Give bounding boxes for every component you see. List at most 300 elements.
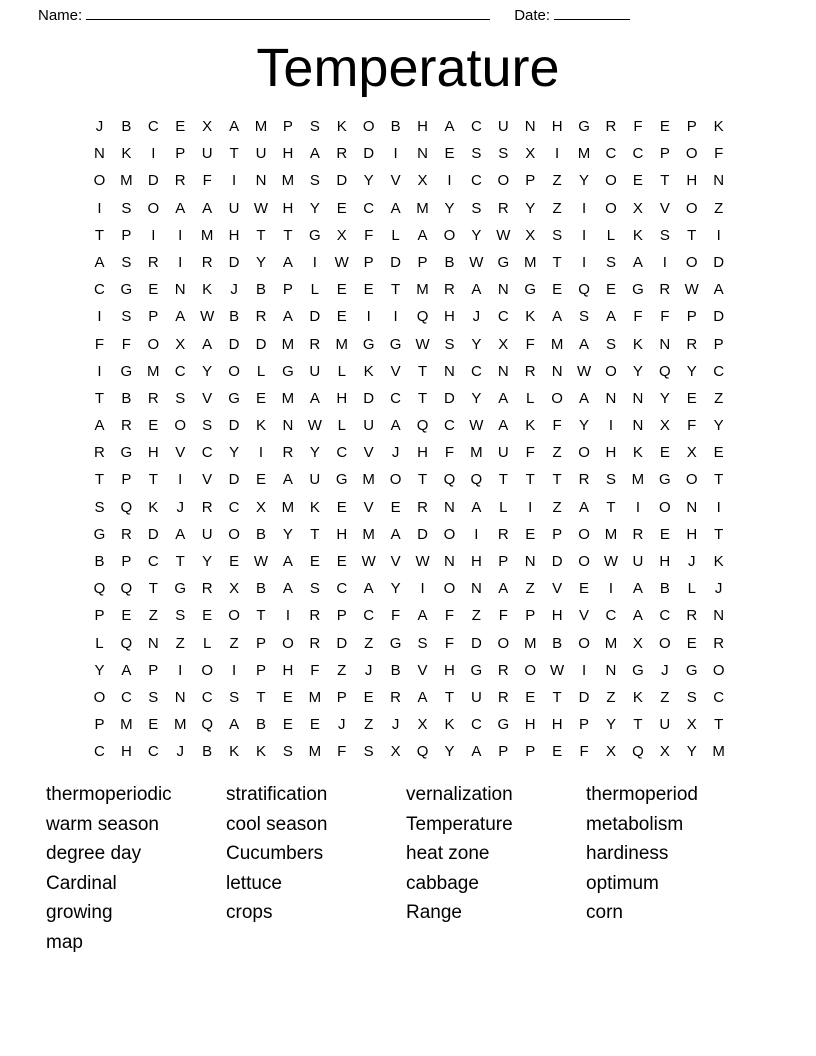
grid-cell[interactable]: D [336, 172, 348, 190]
grid-cell[interactable]: C [390, 389, 402, 407]
grid-cell[interactable]: O [147, 199, 160, 217]
grid-cell[interactable]: E [336, 199, 347, 217]
grid-cell[interactable]: V [390, 362, 401, 380]
grid-cell[interactable]: W [415, 553, 430, 570]
grid-cell[interactable]: I [366, 308, 371, 326]
grid-cell[interactable]: A [632, 580, 643, 598]
grid-cell[interactable]: O [685, 471, 698, 489]
word-list-item[interactable]: map [46, 931, 83, 953]
grid-cell[interactable]: G [120, 281, 133, 299]
grid-cell[interactable]: O [551, 389, 563, 407]
grid-cell[interactable]: E [282, 716, 293, 734]
grid-cell[interactable]: T [714, 525, 724, 543]
grid-cell[interactable]: N [444, 362, 455, 380]
grid-cell[interactable]: N [605, 661, 617, 679]
grid-cell[interactable]: T [606, 498, 616, 516]
grid-cell[interactable]: R [120, 525, 132, 543]
grid-cell[interactable]: E [336, 281, 347, 299]
grid-cell[interactable]: I [581, 226, 587, 244]
word-list-item[interactable]: Range [406, 902, 462, 924]
grid-cell[interactable]: X [632, 634, 643, 652]
grid-cell[interactable]: Y [229, 444, 240, 462]
grid-cell[interactable]: C [605, 145, 617, 163]
grid-cell[interactable]: Z [660, 688, 670, 706]
grid-cell[interactable]: A [309, 145, 320, 163]
grid-cell[interactable]: Q [416, 743, 429, 761]
grid-cell[interactable]: H [444, 661, 455, 679]
grid-cell[interactable]: Q [658, 362, 671, 380]
grid-cell[interactable]: S [471, 145, 482, 163]
grid-cell[interactable]: E [309, 553, 320, 570]
grid-cell[interactable]: W [253, 553, 269, 570]
grid-cell[interactable]: T [391, 281, 401, 299]
grid-cell[interactable]: A [282, 553, 293, 570]
grid-cell[interactable]: B [255, 281, 266, 299]
grid-cell[interactable]: N [497, 281, 509, 299]
grid-cell[interactable]: M [362, 525, 375, 543]
grid-cell[interactable]: R [417, 498, 428, 516]
grid-cell[interactable]: G [497, 253, 510, 271]
grid-cell[interactable]: T [552, 688, 562, 706]
grid-cell[interactable]: R [390, 688, 402, 706]
grid-cell[interactable]: D [470, 634, 482, 652]
grid-cell[interactable]: J [391, 716, 400, 734]
grid-cell[interactable]: W [200, 308, 215, 326]
grid-cell[interactable]: M [604, 525, 618, 543]
grid-cell[interactable]: B [444, 253, 455, 271]
grid-cell[interactable]: H [551, 607, 563, 625]
grid-cell[interactable]: W [684, 281, 699, 299]
grid-cell[interactable]: M [416, 199, 429, 217]
grid-cell[interactable]: T [310, 525, 320, 543]
word-list-item[interactable]: cabbage [406, 872, 479, 894]
grid-cell[interactable]: Q [120, 634, 133, 652]
grid-cell[interactable]: D [228, 471, 240, 489]
grid-cell[interactable]: C [659, 607, 671, 625]
grid-cell[interactable]: S [363, 743, 374, 761]
grid-cell[interactable]: G [282, 362, 294, 380]
word-list-item[interactable]: stratification [226, 784, 328, 805]
grid-cell[interactable]: S [659, 226, 670, 244]
grid-cell[interactable]: F [552, 417, 562, 435]
grid-cell[interactable]: P [121, 226, 132, 244]
grid-cell[interactable]: C [147, 118, 159, 135]
grid-cell[interactable]: O [228, 607, 240, 625]
grid-cell[interactable]: A [363, 580, 374, 598]
grid-cell[interactable]: Y [713, 417, 724, 435]
grid-cell[interactable]: T [148, 580, 158, 598]
grid-cell[interactable]: G [120, 362, 133, 380]
grid-cell[interactable]: G [685, 661, 698, 679]
grid-cell[interactable]: E [229, 553, 240, 570]
grid-cell[interactable]: V [363, 444, 374, 462]
grid-cell[interactable]: H [686, 172, 698, 190]
grid-cell[interactable]: R [713, 634, 725, 652]
grid-cell[interactable]: F [633, 308, 643, 326]
grid-cell[interactable]: F [525, 335, 535, 353]
grid-cell[interactable]: F [444, 607, 455, 625]
grid-cell[interactable]: F [391, 607, 401, 625]
grid-cell[interactable]: A [121, 661, 132, 679]
grid-cell[interactable]: G [632, 281, 644, 299]
grid-cell[interactable]: M [335, 335, 348, 353]
grid-cell[interactable]: I [393, 145, 398, 163]
grid-cell[interactable]: B [229, 308, 240, 326]
grid-cell[interactable]: P [175, 145, 186, 163]
grid-cell[interactable]: D [255, 335, 267, 353]
grid-cell[interactable]: H [417, 444, 428, 462]
grid-cell[interactable]: P [121, 471, 132, 489]
grid-cell[interactable]: W [361, 553, 376, 570]
grid-cell[interactable]: N [632, 417, 644, 435]
grid-cell[interactable]: I [608, 580, 614, 598]
grid-cell[interactable]: F [714, 145, 724, 163]
grid-cell[interactable]: I [178, 471, 183, 489]
grid-cell[interactable]: P [148, 308, 159, 326]
grid-cell[interactable]: T [94, 226, 105, 244]
grid-cell[interactable]: I [312, 253, 317, 271]
grid-cell[interactable]: K [525, 417, 536, 435]
grid-cell[interactable]: H [686, 525, 698, 543]
grid-cell[interactable]: H [336, 525, 348, 543]
grid-cell[interactable]: F [525, 444, 535, 462]
grid-cell[interactable]: A [282, 253, 293, 271]
grid-cell[interactable]: F [687, 417, 697, 435]
grid-cell[interactable]: A [498, 580, 509, 598]
grid-cell[interactable]: K [229, 743, 240, 761]
grid-cell[interactable]: M [173, 716, 187, 734]
grid-cell[interactable]: O [524, 661, 537, 679]
grid-cell[interactable]: Z [229, 634, 239, 652]
grid-cell[interactable]: F [498, 607, 508, 625]
grid-cell[interactable]: E [686, 389, 697, 407]
grid-cell[interactable]: U [497, 444, 509, 462]
grid-cell[interactable]: R [201, 580, 213, 598]
grid-cell[interactable]: B [121, 118, 132, 135]
grid-cell[interactable]: G [658, 471, 671, 489]
grid-cell[interactable]: T [148, 471, 158, 489]
grid-cell[interactable]: X [498, 335, 509, 353]
grid-cell[interactable]: U [363, 417, 375, 435]
grid-cell[interactable]: Z [552, 498, 562, 516]
grid-cell[interactable]: I [420, 580, 425, 598]
grid-cell[interactable]: X [605, 743, 616, 761]
grid-cell[interactable]: B [202, 743, 213, 761]
grid-cell[interactable]: G [93, 525, 106, 543]
grid-cell[interactable]: Y [686, 743, 697, 761]
grid-cell[interactable]: Z [552, 172, 562, 190]
grid-cell[interactable]: M [254, 118, 268, 135]
grid-cell[interactable]: O [712, 661, 725, 679]
grid-cell[interactable]: A [579, 389, 590, 407]
grid-cell[interactable]: G [335, 471, 348, 489]
grid-cell[interactable]: Y [309, 199, 320, 217]
grid-cell[interactable]: I [178, 253, 183, 271]
grid-cell[interactable]: Z [175, 634, 185, 652]
grid-cell[interactable]: H [551, 118, 563, 135]
grid-cell[interactable]: K [632, 226, 643, 244]
grid-cell[interactable]: O [685, 199, 698, 217]
grid-cell[interactable]: R [686, 335, 698, 353]
grid-cell[interactable]: Z [471, 607, 481, 625]
grid-cell[interactable]: G [524, 281, 537, 299]
grid-cell[interactable]: E [444, 145, 455, 163]
grid-cell[interactable]: X [202, 118, 213, 135]
grid-cell[interactable]: J [338, 716, 346, 734]
grid-cell[interactable]: D [417, 525, 428, 543]
grid-cell[interactable]: E [336, 498, 347, 516]
grid-cell[interactable]: R [282, 444, 294, 462]
grid-cell[interactable]: Y [363, 172, 374, 190]
grid-cell[interactable]: T [94, 471, 105, 489]
grid-cell[interactable]: D [228, 417, 240, 435]
grid-cell[interactable]: K [713, 553, 724, 570]
grid-cell[interactable]: O [658, 498, 671, 516]
grid-cell[interactable]: W [550, 661, 565, 679]
grid-cell[interactable]: X [229, 580, 240, 598]
grid-cell[interactable]: R [686, 607, 698, 625]
grid-cell[interactable]: N [524, 553, 536, 570]
grid-cell[interactable]: A [552, 308, 563, 326]
grid-cell[interactable]: H [282, 661, 294, 679]
grid-cell[interactable]: K [121, 145, 132, 163]
grid-cell[interactable]: T [283, 226, 293, 244]
grid-cell[interactable]: O [443, 525, 456, 543]
grid-cell[interactable]: I [555, 145, 560, 163]
grid-cell[interactable]: F [444, 444, 455, 462]
grid-cell[interactable]: D [363, 145, 375, 163]
grid-cell[interactable]: S [552, 226, 563, 244]
grid-cell[interactable]: V [202, 389, 213, 407]
grid-cell[interactable]: H [417, 118, 428, 135]
grid-cell[interactable]: O [201, 661, 213, 679]
grid-cell[interactable]: O [362, 118, 375, 135]
grid-cell[interactable]: S [175, 607, 186, 625]
grid-cell[interactable]: W [334, 253, 349, 271]
grid-cell[interactable]: S [579, 308, 590, 326]
grid-cell[interactable]: I [581, 253, 587, 271]
grid-cell[interactable]: R [497, 661, 509, 679]
grid-cell[interactable]: S [309, 118, 320, 135]
grid-cell[interactable]: H [228, 226, 240, 244]
grid-cell[interactable]: Z [552, 444, 562, 462]
grid-cell[interactable]: N [551, 362, 563, 380]
grid-cell[interactable]: K [632, 444, 643, 462]
grid-cell[interactable]: C [147, 553, 159, 570]
grid-cell[interactable]: N [713, 172, 725, 190]
grid-cell[interactable]: A [175, 525, 186, 543]
grid-cell[interactable]: S [605, 335, 616, 353]
grid-cell[interactable]: P [336, 688, 347, 706]
grid-cell[interactable]: J [472, 308, 481, 326]
grid-cell[interactable]: M [120, 172, 133, 190]
grid-cell[interactable]: K [309, 498, 320, 516]
word-list-item[interactable]: corn [586, 902, 623, 924]
grid-cell[interactable]: O [578, 553, 590, 570]
grid-cell[interactable]: P [579, 716, 590, 734]
grid-cell[interactable]: A [229, 716, 240, 734]
grid-cell[interactable]: C [94, 743, 105, 761]
grid-cell[interactable]: D [228, 335, 240, 353]
grid-cell[interactable]: P [525, 743, 536, 761]
grid-cell[interactable]: B [255, 525, 266, 543]
grid-cell[interactable]: R [444, 281, 455, 299]
grid-cell[interactable]: C [713, 362, 725, 380]
grid-cell[interactable]: I [635, 498, 640, 516]
grid-cell[interactable]: A [471, 498, 482, 516]
grid-cell[interactable]: E [255, 471, 266, 489]
grid-cell[interactable]: Q [93, 580, 106, 598]
grid-cell[interactable]: A [632, 253, 643, 271]
grid-cell[interactable]: Q [443, 471, 456, 489]
grid-cell[interactable]: X [417, 172, 428, 190]
grid-cell[interactable]: U [632, 553, 644, 570]
grid-cell[interactable]: E [148, 281, 159, 299]
grid-cell[interactable]: I [716, 498, 721, 516]
grid-cell[interactable]: O [578, 444, 590, 462]
grid-cell[interactable]: M [523, 634, 537, 652]
grid-cell[interactable]: N [417, 145, 428, 163]
grid-cell[interactable]: V [363, 498, 374, 516]
grid-cell[interactable]: M [281, 389, 295, 407]
grid-cell[interactable]: G [174, 580, 187, 598]
grid-cell[interactable]: R [94, 444, 105, 462]
grid-cell[interactable]: M [147, 362, 160, 380]
grid-cell[interactable]: R [497, 525, 509, 543]
grid-cell[interactable]: Y [471, 389, 482, 407]
grid-cell[interactable]: Z [714, 199, 724, 217]
grid-cell[interactable]: R [659, 281, 671, 299]
grid-cell[interactable]: W [576, 362, 592, 380]
grid-cell[interactable]: H [605, 444, 617, 462]
grid-cell[interactable]: H [147, 444, 159, 462]
grid-cell[interactable]: R [255, 308, 267, 326]
grid-cell[interactable]: X [417, 716, 428, 734]
grid-cell[interactable]: C [147, 743, 159, 761]
grid-cell[interactable]: X [336, 226, 347, 244]
grid-cell[interactable]: P [498, 553, 509, 570]
grid-cell[interactable]: X [686, 444, 697, 462]
grid-cell[interactable]: O [93, 688, 106, 706]
grid-cell[interactable]: L [499, 498, 508, 516]
grid-cell[interactable]: A [417, 688, 428, 706]
grid-cell[interactable]: H [659, 553, 671, 570]
grid-cell[interactable]: W [496, 226, 511, 244]
grid-cell[interactable]: T [714, 716, 724, 734]
grid-cell[interactable]: T [256, 688, 266, 706]
grid-cell[interactable]: A [309, 389, 320, 407]
grid-cell[interactable]: O [578, 634, 590, 652]
grid-cell[interactable]: D [444, 389, 455, 407]
grid-cell[interactable]: T [229, 145, 239, 163]
grid-cell[interactable]: W [307, 417, 322, 435]
grid-cell[interactable]: N [444, 498, 455, 516]
grid-cell[interactable]: E [148, 417, 159, 435]
grid-cell[interactable]: T [417, 471, 428, 489]
grid-cell[interactable]: R [336, 145, 348, 163]
word-list-item[interactable]: metabolism [586, 813, 684, 835]
grid-cell[interactable]: P [417, 253, 428, 271]
grid-cell[interactable]: L [337, 417, 346, 435]
grid-cell[interactable]: O [605, 172, 617, 190]
grid-cell[interactable]: Q [120, 498, 133, 516]
grid-cell[interactable]: I [258, 444, 264, 462]
grid-cell[interactable]: W [469, 253, 484, 271]
grid-cell[interactable]: S [94, 498, 105, 516]
grid-cell[interactable]: G [389, 634, 402, 652]
grid-cell[interactable]: R [497, 199, 509, 217]
grid-cell[interactable]: M [712, 743, 725, 761]
grid-cell[interactable]: G [497, 716, 510, 734]
grid-cell[interactable]: I [716, 226, 721, 244]
grid-cell[interactable]: G [632, 661, 644, 679]
grid-cell[interactable]: L [95, 634, 104, 652]
grid-cell[interactable]: A [390, 199, 401, 217]
grid-cell[interactable]: M [120, 716, 133, 734]
grid-cell[interactable]: K [632, 335, 643, 353]
grid-cell[interactable]: L [202, 634, 212, 652]
grid-cell[interactable]: F [337, 743, 347, 761]
grid-cell[interactable]: J [230, 281, 238, 299]
grid-cell[interactable]: A [417, 226, 428, 244]
grid-cell[interactable]: S [309, 580, 320, 598]
grid-cell[interactable]: I [528, 498, 533, 516]
grid-cell[interactable]: V [552, 580, 563, 598]
grid-cell[interactable]: O [443, 580, 456, 598]
word-list-item[interactable]: cool season [226, 813, 328, 835]
word-list-item[interactable]: thermoperiodic [46, 784, 172, 805]
grid-cell[interactable]: B [552, 634, 563, 652]
grid-cell[interactable]: J [95, 118, 104, 135]
word-list-item[interactable]: optimum [586, 872, 659, 894]
grid-cell[interactable]: E [552, 281, 563, 299]
grid-cell[interactable]: G [362, 335, 375, 353]
grid-cell[interactable]: X [390, 743, 401, 761]
grid-cell[interactable]: M [308, 743, 322, 761]
grid-cell[interactable]: H [470, 553, 482, 570]
grid-cell[interactable]: Q [632, 743, 644, 761]
grid-cell[interactable]: D [578, 688, 590, 706]
grid-cell[interactable]: N [686, 498, 698, 516]
grid-cell[interactable]: J [714, 580, 723, 598]
grid-cell[interactable]: S [417, 634, 428, 652]
word-list-item[interactable]: heat zone [406, 843, 490, 865]
grid-cell[interactable]: C [363, 199, 375, 217]
grid-cell[interactable]: N [282, 417, 294, 435]
grid-cell[interactable]: T [552, 253, 562, 271]
grid-cell[interactable]: G [120, 444, 133, 462]
grid-cell[interactable]: E [309, 716, 320, 734]
word-list-item[interactable]: vernalization [406, 784, 513, 805]
grid-cell[interactable]: Q [578, 281, 590, 299]
grid-cell[interactable]: K [336, 118, 347, 135]
grid-cell[interactable]: M [470, 444, 483, 462]
grid-cell[interactable]: N [174, 688, 186, 706]
grid-cell[interactable]: E [525, 688, 536, 706]
grid-cell[interactable]: O [93, 172, 106, 190]
grid-cell[interactable]: X [175, 335, 186, 353]
grid-cell[interactable]: N [444, 553, 455, 570]
grid-cell[interactable]: P [363, 253, 374, 271]
grid-cell[interactable]: X [525, 145, 536, 163]
grid-cell[interactable]: A [94, 417, 105, 435]
grid-cell[interactable]: O [389, 471, 402, 489]
word-list-item[interactable]: warm season [46, 813, 159, 835]
grid-cell[interactable]: E [579, 580, 590, 598]
grid-cell[interactable]: B [94, 553, 105, 570]
grid-cell[interactable]: B [255, 716, 266, 734]
word-list-item[interactable]: crops [226, 902, 273, 924]
